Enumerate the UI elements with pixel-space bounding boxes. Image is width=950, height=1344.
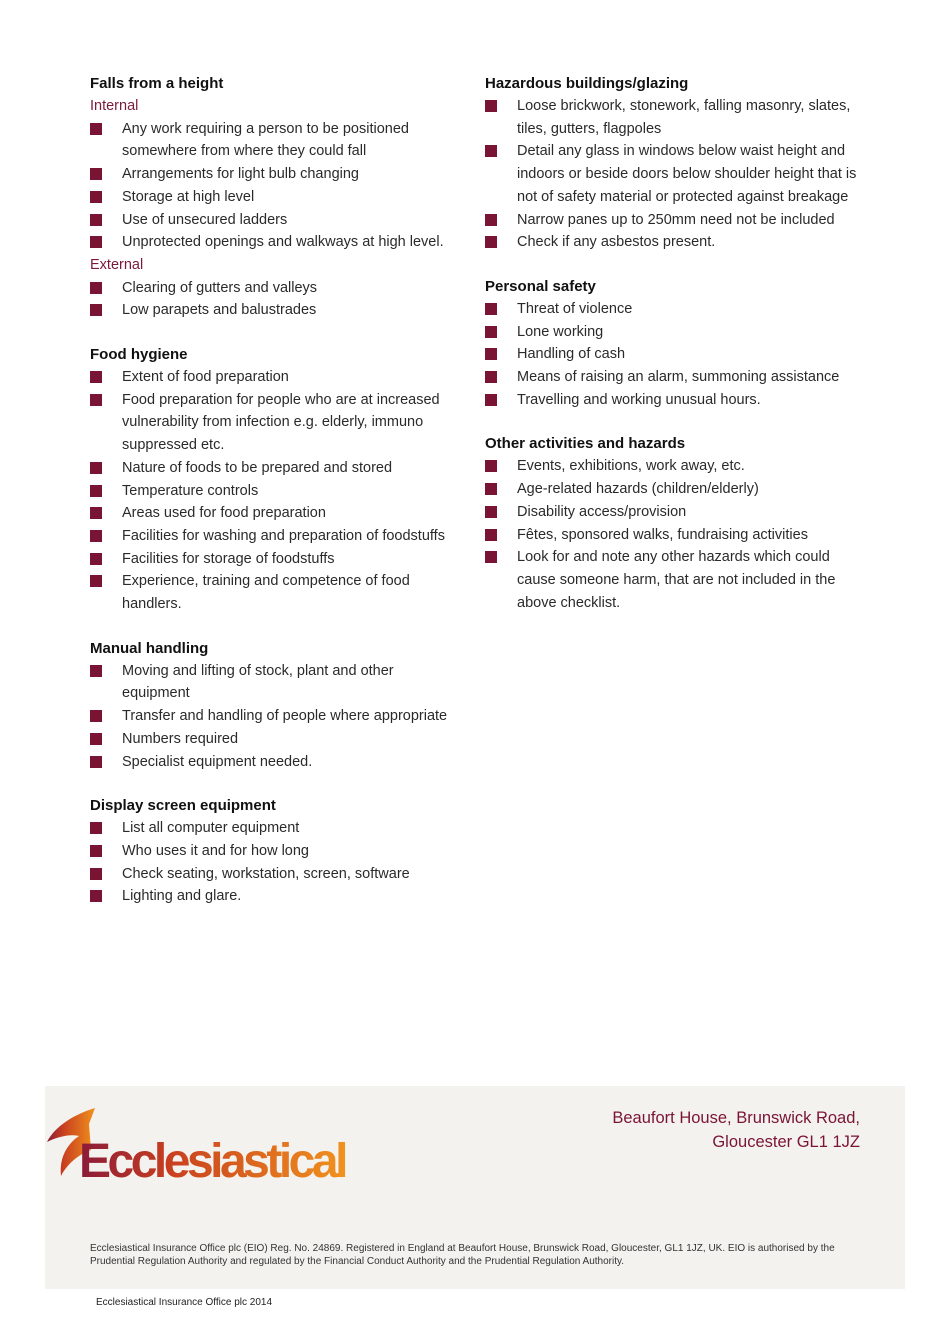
square-bullet-icon (485, 460, 497, 472)
personal-safety-list (485, 298, 865, 412)
office-address (612, 1106, 860, 1154)
list-item-text: Fêtes, sponsored walks, fundraising activities (517, 526, 808, 543)
square-bullet-icon (90, 168, 102, 180)
square-bullet-icon (90, 214, 102, 226)
square-bullet-icon (90, 756, 102, 768)
list-item (90, 705, 465, 728)
list-item-text: Disability access/provision (517, 503, 687, 520)
list-item-text: Specialist equipment needed. (122, 753, 313, 770)
square-bullet-icon (90, 890, 102, 902)
list-item-text: Food preparation for people who are at increased vulnerability from infection e.g. elderly, immuno suppressed etc. (122, 391, 440, 454)
list-item (485, 366, 865, 389)
other-activities-title: Other activities and hazards (485, 435, 686, 453)
square-bullet-icon (485, 483, 497, 495)
list-item-text: Areas used for food preparation (122, 505, 326, 522)
list-item (90, 502, 465, 525)
list-item-text: Transfer and handling of people where appropriate (122, 708, 448, 725)
list-item-text: Numbers required (122, 730, 239, 747)
list-item (90, 480, 465, 503)
square-bullet-icon (90, 553, 102, 565)
list-item (90, 751, 465, 774)
list-item (485, 389, 865, 412)
square-bullet-icon (90, 822, 102, 834)
list-item-text: Arrangements for light bulb changing (122, 166, 359, 183)
list-item (90, 277, 465, 300)
list-item (485, 209, 865, 232)
internal-list (90, 118, 465, 254)
list-item-text: Clearing of gutters and valleys (122, 279, 318, 296)
list-item (485, 140, 865, 208)
legal-notice: Ecclesiastical Insurance Office plc (EIO) Reg. No. 24869. Registered in England at Beaufort House, Brunswick Road, Gloucester, GL1 1JZ, UK. EIO is authorised by the Prudential Regulation Authority and regulated by the Financial Conduct Authority and the Prudential Regulation Authority. (90, 1243, 835, 1267)
external-subheading: External (90, 256, 144, 273)
list-item (485, 478, 865, 501)
square-bullet-icon (90, 462, 102, 474)
list-item-text: Moving and lifting of stock, plant and other equipment (122, 662, 394, 702)
list-item-text: Detail any glass in windows below waist height and indoors or beside doors below shoulder height that is not of safety material or protected against breakage (517, 143, 857, 205)
other-activities-list (485, 455, 865, 614)
list-item (90, 570, 465, 615)
footer-panel (45, 1086, 905, 1289)
internal-subheading: Internal (90, 98, 139, 114)
list-item (90, 525, 465, 548)
food-hygiene-section (90, 344, 465, 616)
list-item-text: Any work requiring a person to be positioned somewhere from where they could fall (122, 120, 409, 160)
list-item (485, 524, 865, 547)
square-bullet-icon (90, 507, 102, 519)
square-bullet-icon (485, 394, 497, 406)
display-screen-list (90, 817, 465, 908)
list-item-text: Facilities for washing and preparation of foodstuffs (122, 527, 445, 544)
list-item (90, 209, 465, 232)
square-bullet-icon (90, 868, 102, 880)
square-bullet-icon (90, 733, 102, 745)
list-item (90, 118, 465, 163)
falls-title: Falls from a height (90, 75, 224, 92)
external-list (90, 277, 465, 322)
list-item (90, 366, 465, 389)
square-bullet-icon (485, 326, 497, 338)
list-item (485, 546, 865, 614)
address-line-1: Beaufort House, Brunswick Road, (612, 1109, 860, 1127)
right-column (485, 73, 865, 636)
square-bullet-icon (485, 529, 497, 541)
list-item-text: Check if any asbestos present. (517, 234, 716, 251)
copyright-notice: Ecclesiastical Insurance Office plc 2014 (96, 1297, 273, 1308)
manual-handling-title: Manual handling (90, 639, 209, 657)
display-screen-title: Display screen equipment (90, 797, 276, 815)
square-bullet-icon (90, 236, 102, 248)
list-item-text: Travelling and working unusual hours. (517, 391, 761, 408)
list-item (90, 231, 465, 254)
list-item-text: Look for and note any other hazards which could cause someone harm, that are not included in the above checklist. (517, 549, 836, 611)
list-item (485, 501, 865, 524)
list-item-text: Temperature controls (122, 482, 259, 499)
square-bullet-icon (90, 191, 102, 203)
list-item-text: Means of raising an alarm, summoning assistance (517, 369, 840, 386)
square-bullet-icon (485, 100, 497, 112)
square-bullet-icon (485, 303, 497, 315)
list-item-text: Events, exhibitions, work away, etc. (517, 458, 745, 475)
list-item-text: Loose brickwork, stonework, falling masonry, slates, tiles, gutters, flagpoles (517, 98, 851, 137)
square-bullet-icon (90, 845, 102, 857)
list-item-text: Low parapets and balustrades (122, 302, 317, 319)
square-bullet-icon (90, 371, 102, 383)
hazardous-buildings-section (485, 73, 865, 254)
falls-section (90, 73, 465, 322)
list-item (485, 298, 865, 321)
list-item (485, 343, 865, 366)
address-line-2: Gloucester GL1 1JZ (712, 1133, 860, 1151)
left-column (90, 73, 465, 930)
hazardous-buildings-list (485, 95, 865, 254)
food-hygiene-title: Food hygiene (90, 346, 188, 364)
square-bullet-icon (485, 236, 497, 248)
list-item-text: Facilities for storage of foodstuffs (122, 550, 335, 567)
list-item-text: Check seating, workstation, screen, software (122, 865, 410, 882)
list-item (90, 186, 465, 209)
list-item-text: Threat of violence (517, 300, 633, 317)
manual-handling-section (90, 638, 465, 774)
square-bullet-icon (485, 506, 497, 518)
list-item-text: Use of unsecured ladders (122, 211, 288, 228)
display-screen-section (90, 795, 465, 908)
list-item (90, 299, 465, 322)
list-item (90, 457, 465, 480)
logo-wordmark: Ecclesiastical (79, 1135, 345, 1184)
ecclesiastical-logo (45, 1104, 380, 1184)
list-item (485, 231, 865, 254)
list-item-text: Nature of foods to be prepared and stored (122, 459, 393, 476)
list-item-text: Extent of food preparation (122, 369, 289, 386)
list-item (90, 885, 465, 908)
list-item (485, 95, 865, 140)
list-item (90, 840, 465, 863)
list-item-text: Lone working (517, 323, 604, 340)
list-item-text: Storage at high level (122, 188, 255, 205)
manual-handling-list (90, 660, 465, 774)
square-bullet-icon (90, 710, 102, 722)
list-item (90, 817, 465, 840)
square-bullet-icon (90, 575, 102, 587)
list-item-text: Age-related hazards (children/elderly) (517, 481, 759, 498)
list-item (485, 455, 865, 478)
list-item (90, 863, 465, 886)
list-item-text: Who uses it and for how long (122, 842, 309, 859)
square-bullet-icon (485, 145, 497, 157)
square-bullet-icon (90, 123, 102, 135)
square-bullet-icon (90, 665, 102, 677)
other-activities-section (485, 433, 865, 614)
hazardous-buildings-title: Hazardous buildings/glazing (485, 75, 689, 92)
square-bullet-icon (90, 282, 102, 294)
personal-safety-title: Personal safety (485, 277, 596, 295)
list-item (90, 389, 465, 457)
list-item-text: Unprotected openings and walkways at high level. (122, 234, 444, 251)
list-item (90, 728, 465, 751)
square-bullet-icon (90, 530, 102, 542)
list-item-text: Lighting and glare. (122, 888, 242, 905)
list-item (485, 321, 865, 344)
square-bullet-icon (485, 371, 497, 383)
list-item-text: List all computer equipment (122, 820, 300, 837)
list-item-text: Narrow panes up to 250mm need not be included (517, 211, 835, 228)
list-item-text: Experience, training and competence of food handlers. (122, 573, 410, 613)
food-hygiene-list (90, 366, 465, 616)
square-bullet-icon (485, 214, 497, 226)
square-bullet-icon (485, 551, 497, 563)
list-item (90, 548, 465, 571)
list-item-text: Handling of cash (517, 346, 626, 363)
square-bullet-icon (485, 348, 497, 360)
list-item (90, 163, 465, 186)
list-item (90, 660, 465, 705)
personal-safety-section (485, 276, 865, 412)
square-bullet-icon (90, 394, 102, 406)
square-bullet-icon (90, 485, 102, 497)
square-bullet-icon (90, 304, 102, 316)
